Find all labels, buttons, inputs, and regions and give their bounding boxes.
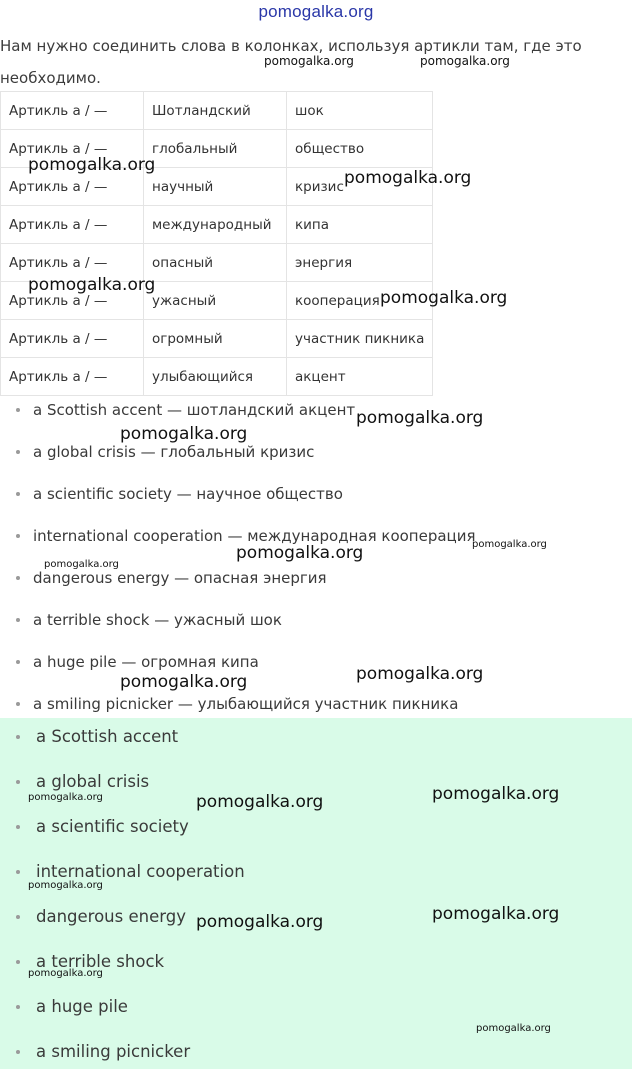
watermark: pomogalka.org	[28, 880, 103, 891]
list-item: a smiling picnicker	[0, 1033, 245, 1078]
list-item: dangerous energy — опасная энергия	[0, 557, 620, 599]
table-cell: Шотландский	[144, 92, 287, 130]
watermark: pomogalka.org	[420, 54, 510, 68]
watermark: pomogalka.org	[472, 539, 547, 550]
list-item: international cooperation	[0, 853, 245, 898]
list-item: a global crisis — глобальный кризис	[0, 431, 620, 473]
table-cell: акцент	[287, 358, 433, 396]
table-cell: опасный	[144, 244, 287, 282]
list-item: a global crisis	[0, 763, 245, 808]
watermark: pomogalka.org	[432, 904, 560, 924]
watermark: pomogalka.org	[120, 424, 248, 444]
watermark: pomogalka.org	[28, 275, 156, 295]
list-item: dangerous energy	[0, 898, 245, 943]
list-item: a Scottish accent — шотландский акцент	[0, 389, 620, 431]
list-item: a smiling picnicker — улыбающийся участник пикника	[0, 683, 620, 725]
table-cell: Артикль a / —	[1, 168, 144, 206]
table-cell: огромный	[144, 320, 287, 358]
table-cell: энергия	[287, 244, 433, 282]
watermark: pomogalka.org	[236, 543, 364, 563]
table-cell: кооперация	[287, 282, 433, 320]
watermark: pomogalka.org	[264, 54, 354, 68]
list-item: a scientific society — научное общество	[0, 473, 620, 515]
answer-list	[0, 718, 245, 1078]
table-cell: научный	[144, 168, 287, 206]
table-cell: Артикль a / —	[1, 358, 144, 396]
table-row	[1, 92, 433, 130]
watermark: pomogalka.org	[28, 792, 103, 803]
table-cell: глобальный	[144, 130, 287, 168]
list-item: a terrible shock — ужасный шок	[0, 599, 620, 641]
table-cell: участник пикника	[287, 320, 433, 358]
table-cell: Артикль a / —	[1, 130, 144, 168]
list-item: international cooperation — международная кооперация	[0, 515, 620, 557]
table-cell: Артикль a / —	[1, 92, 144, 130]
watermark: pomogalka.org	[432, 784, 560, 804]
watermark: pomogalka.org	[28, 968, 103, 979]
watermark: pomogalka.org	[196, 792, 324, 812]
watermark: pomogalka.org	[44, 559, 119, 570]
table-cell: Артикль a / —	[1, 244, 144, 282]
watermark: pomogalka.org	[356, 664, 484, 684]
watermark: pomogalka.org	[196, 912, 324, 932]
list-item: a terrible shock	[0, 943, 245, 988]
table-cell: Артикль a / —	[1, 282, 144, 320]
table-row	[1, 320, 433, 358]
watermark: pomogalka.org	[344, 168, 472, 188]
answer-box	[0, 718, 632, 1069]
watermark: pomogalka.org	[356, 408, 484, 428]
matching-table	[0, 91, 433, 396]
table-cell: кризис	[287, 168, 433, 206]
table-cell: улыбающийся	[144, 358, 287, 396]
list-item: a huge pile — огромная кипа	[0, 641, 620, 683]
table-cell: международный	[144, 206, 287, 244]
table-cell: Артикль a / —	[1, 320, 144, 358]
watermark: pomogalka.org	[28, 155, 156, 175]
list-item: a Scottish accent	[0, 718, 245, 763]
watermark: pomogalka.org	[380, 288, 508, 308]
table-cell: ужасный	[144, 282, 287, 320]
site-title[interactable]: pomogalka.org	[258, 2, 374, 21]
table-cell: Артикль a / —	[1, 206, 144, 244]
watermark: pomogalka.org	[476, 1023, 551, 1034]
watermark: pomogalka.org	[120, 672, 248, 692]
table-cell: кипа	[287, 206, 433, 244]
table-row	[1, 206, 433, 244]
list-item: a huge pile	[0, 988, 245, 1033]
table-cell: шок	[287, 92, 433, 130]
table-cell: общество	[287, 130, 433, 168]
list-item: a scientific society	[0, 808, 245, 853]
task-description: Нам нужно соединить слова в колонках, используя артикли там, где это необходимо.	[0, 37, 582, 87]
